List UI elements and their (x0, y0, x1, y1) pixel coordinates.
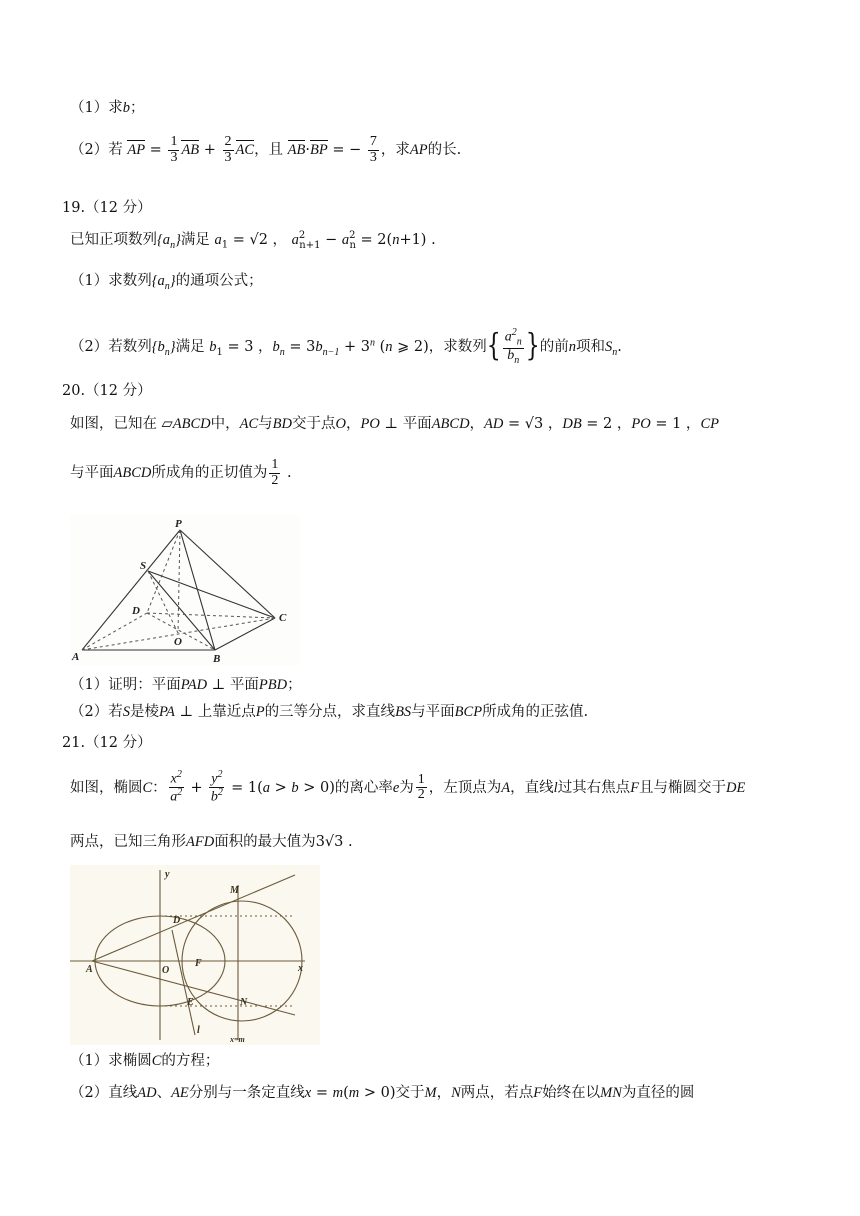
q21-part1: （1）求椭圆C的方程； (70, 1053, 220, 1069)
q18-part2: （2）若 AP = $\frac{1}{3}$ AB + $\frac{2}{3}$ AC，且 AB·BP = − $\frac{7}{3}$ ，求AP的长. (70, 134, 462, 165)
label-D21: D (173, 915, 181, 926)
label-x: x (298, 963, 303, 974)
q21-heading: 21.（12 分） (62, 735, 152, 751)
ellipse-figure (70, 865, 320, 1045)
label-y: y (165, 869, 170, 880)
q19-part1: （1）求数列$\{a_n\}$的通项公式； (70, 273, 263, 292)
label-O: O (174, 636, 182, 648)
label-l: l (197, 1025, 200, 1036)
q20-part2: （2）若S是棱PA ⊥ 上靠近点P的三等分点，求直线BS与平面BCP所成角的正弦值. (70, 704, 589, 720)
q19-stem: 已知正项数列$\{a_n\}$满足 $a_1 = √2$ ， $a^2_{n+1} - a^2_n = 2(n+1)$ . (70, 230, 436, 251)
label-C: C (279, 612, 287, 624)
label-x-eq-m: x=m (230, 1035, 245, 1044)
q19-part2: （2）若数列$\{b_n\}$满足 $b_1 = 3$ ，$b_n = 3b_{n-1} + 3^n$ (n ⩾ 2)，求数列{ $\frac{a^2_n}{b_n}$ }的前n项和$S_n$. (70, 327, 622, 366)
label-O21: O (162, 965, 170, 976)
label-N: N (240, 997, 248, 1008)
label-D: D (132, 605, 140, 617)
label-P: P (175, 518, 182, 530)
label-A21: A (86, 964, 93, 975)
q21-stem-line2: 两点，已知三角形AFD面积的最大值为3√3 . (70, 834, 353, 850)
q19-heading: 19.（12 分） (62, 200, 152, 216)
q18-part1: （1）求b； (70, 100, 145, 116)
q20-stem-line2: 与平面ABCD所成角的正切值为 $\frac{1}{2}$ . (70, 457, 292, 488)
q20-stem-line1: 如图，已知在 ▱ABCD中，AC与BD交于点O，PO ⊥ 平面ABCD，AD = √3 ，DB = 2 ，PO = 1 ，CP (70, 416, 719, 432)
label-E: E (187, 997, 194, 1008)
label-M: M (230, 885, 239, 896)
q20-part1: （1）证明：平面PAD ⊥ 平面PBD； (70, 677, 302, 693)
label-S: S (140, 560, 147, 572)
label-F: F (195, 958, 202, 969)
q21-stem-line1: 如图，椭圆C： $\frac{x^2}{a^2}$ + $\frac{y^2}{b^2}$ = 1(a > b > 0)的离心率e为 $\frac{1}{2}$ ，左顶点为A，直线l过其右焦点F且与椭圆交于DE (70, 769, 746, 805)
q21-part2: （2）直线AD、AE分别与一条定直线x = m(m > 0)交于M，N两点，若点F始终在以MN为直径的圆 (70, 1085, 695, 1101)
label-B: B (213, 653, 221, 665)
pyramid-figure (70, 515, 300, 665)
q20-heading: 20.（12 分） (62, 383, 152, 399)
label-A: A (72, 651, 80, 663)
